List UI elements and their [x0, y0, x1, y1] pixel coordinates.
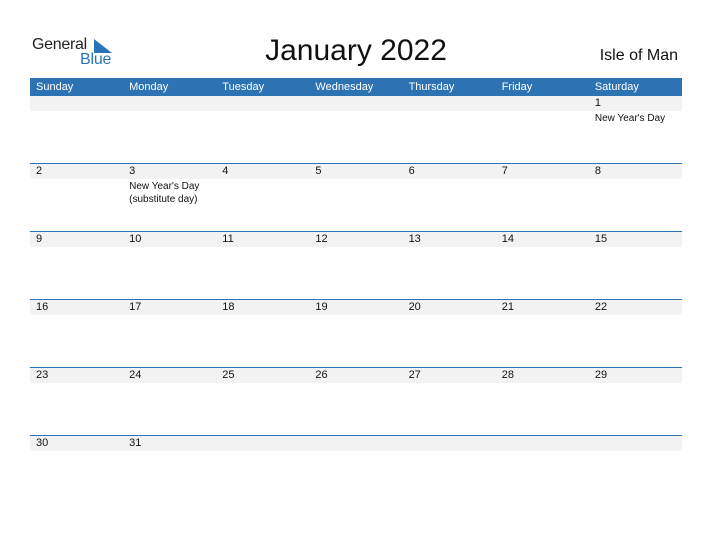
- day-number: 11: [222, 233, 234, 245]
- day-number: 4: [222, 165, 229, 177]
- week-cells: [30, 232, 682, 299]
- calendar-grid: [30, 78, 682, 452]
- day-number: 13: [408, 233, 421, 245]
- day-cell: [309, 300, 402, 367]
- day-number: 2: [36, 165, 43, 177]
- day-number: 19: [315, 301, 328, 313]
- holiday-label: New Year's Day (substitute day): [129, 181, 200, 205]
- country-label: Isle of Man: [599, 47, 678, 64]
- day-number: [409, 96, 496, 111]
- weekday-wednesday: Wednesday: [315, 81, 374, 93]
- day-number: 28: [501, 369, 514, 381]
- holiday-label: New Year's Day: [594, 113, 666, 124]
- day-cell: [589, 368, 682, 435]
- day-number: 16: [36, 301, 49, 313]
- day-number: 21: [501, 301, 514, 313]
- day-number: 24: [129, 369, 142, 381]
- day-number: 31: [129, 437, 142, 449]
- day-cell: [309, 232, 402, 299]
- weekday-tuesday: Tuesday: [222, 81, 265, 93]
- day-cell: [123, 300, 216, 367]
- day-cell: [216, 232, 309, 299]
- day-number: 8: [594, 165, 601, 177]
- day-cell: [123, 368, 216, 435]
- day-cell: [496, 436, 589, 452]
- day-number: 20: [408, 301, 421, 313]
- day-cell: [216, 300, 309, 367]
- day-cell: [123, 96, 216, 163]
- day-number: 25: [222, 369, 235, 381]
- day-cell: [496, 232, 589, 299]
- day-number: 9: [36, 233, 43, 245]
- day-number: 10: [129, 233, 142, 245]
- day-number: [502, 436, 589, 451]
- day-number: [36, 96, 123, 111]
- week-row: [30, 435, 682, 452]
- day-cell: [403, 96, 496, 163]
- day-number: [409, 436, 496, 451]
- day-cell: [309, 96, 402, 163]
- day-cell: [589, 232, 682, 299]
- week-row: [30, 299, 682, 367]
- week-cells: [30, 300, 682, 367]
- day-number: [315, 436, 402, 451]
- weekday-monday: Monday: [129, 81, 169, 93]
- weeks-container: [30, 96, 682, 452]
- day-cell: [123, 164, 216, 231]
- week-row: [30, 163, 682, 231]
- weekday-thursday: Thursday: [408, 81, 455, 93]
- day-cell: [30, 368, 123, 435]
- day-cell: [309, 436, 402, 452]
- day-number: 22: [594, 301, 608, 313]
- day-number: 6: [408, 165, 415, 177]
- day-number: 27: [408, 369, 421, 381]
- day-number: 29: [594, 369, 608, 381]
- weekday-sunday: Sunday: [36, 81, 74, 93]
- weekday-header: [30, 78, 682, 96]
- day-cell: [30, 164, 123, 231]
- week-cells: [30, 368, 682, 435]
- day-number: 15: [594, 233, 608, 245]
- day-cell: [589, 96, 682, 163]
- day-number: [129, 96, 216, 111]
- day-cell: [589, 300, 682, 367]
- day-number: 14: [501, 233, 514, 245]
- day-cell: [309, 368, 402, 435]
- day-cell: [589, 164, 682, 231]
- week-cells: [30, 164, 682, 231]
- day-number: 18: [222, 301, 235, 313]
- day-cell: [403, 300, 496, 367]
- day-cell: [496, 300, 589, 367]
- day-number: [502, 96, 589, 111]
- week-cells: [30, 436, 682, 452]
- day-cell: [123, 436, 216, 452]
- day-number: 30: [36, 437, 49, 449]
- weekday-saturday: Saturday: [594, 81, 639, 93]
- day-cell: [496, 368, 589, 435]
- day-number: 3: [129, 165, 136, 177]
- week-cells: [30, 96, 682, 163]
- day-number: 12: [315, 233, 328, 245]
- day-cell: [123, 232, 216, 299]
- day-cell: [403, 164, 496, 231]
- day-cell: [589, 436, 682, 452]
- day-cell: [30, 96, 123, 163]
- day-cell: [216, 436, 309, 452]
- day-cell: [30, 232, 123, 299]
- day-number: 1: [594, 97, 601, 109]
- day-number: 5: [315, 165, 322, 177]
- day-cell: [403, 232, 496, 299]
- day-cell: [216, 368, 309, 435]
- calendar-title: January 2022: [265, 34, 447, 67]
- day-number: [595, 436, 682, 451]
- day-cell: [216, 164, 309, 231]
- day-cell: [496, 164, 589, 231]
- week-row: [30, 231, 682, 299]
- day-cell: [496, 96, 589, 163]
- day-cell: [309, 164, 402, 231]
- day-number: 17: [129, 301, 142, 313]
- day-number: 7: [501, 165, 508, 177]
- day-cell: [216, 96, 309, 163]
- week-row: [30, 367, 682, 435]
- weekday-friday: Friday: [501, 81, 533, 93]
- logo-text-general: General: [32, 36, 87, 53]
- day-cell: [30, 300, 123, 367]
- day-cell: [403, 436, 496, 452]
- day-cell: [403, 368, 496, 435]
- day-number: [315, 96, 402, 111]
- logo-text-blue: Blue: [80, 51, 112, 68]
- day-number: [222, 96, 309, 111]
- day-cell: [30, 436, 123, 452]
- week-row: [30, 96, 682, 163]
- day-number: 23: [36, 369, 49, 381]
- day-number: [222, 436, 309, 451]
- day-number: 26: [315, 369, 328, 381]
